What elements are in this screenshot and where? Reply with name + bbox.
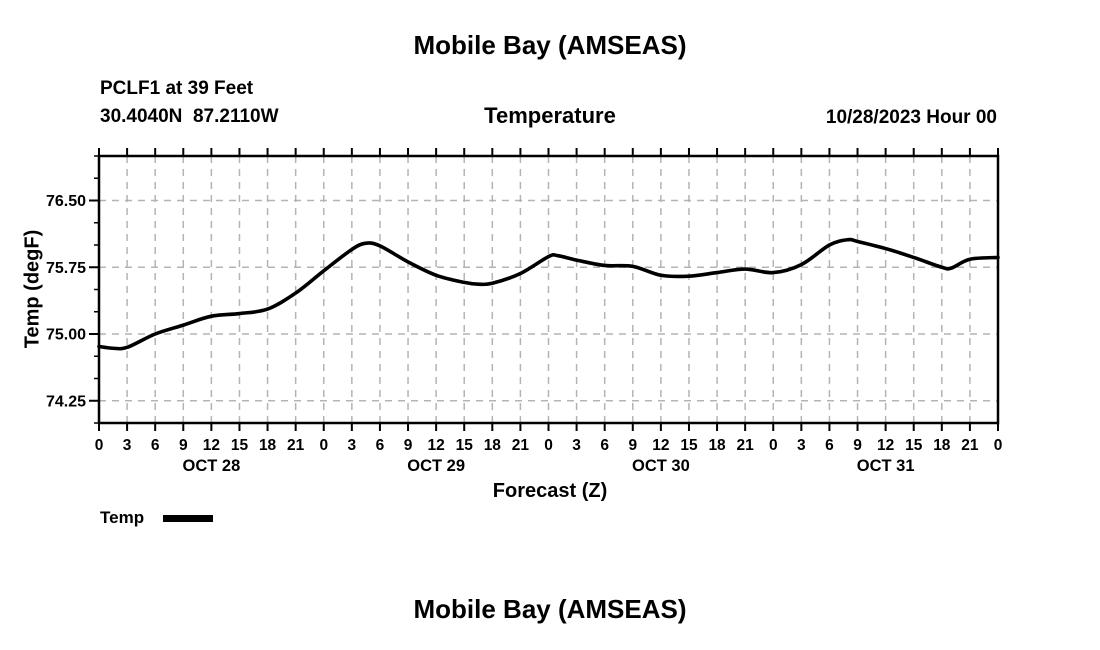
x-tick-label: 12	[652, 437, 670, 454]
legend-swatch	[163, 515, 213, 522]
day-label: OCT 28	[182, 457, 241, 475]
y-tick-label: 76.50	[45, 193, 86, 210]
x-tick-label: 15	[680, 437, 698, 454]
x-tick-label: 12	[877, 437, 895, 454]
station-label: PCLF1 at 39 Feet	[100, 78, 254, 99]
x-tick-label: 18	[483, 437, 501, 454]
x-tick-label: 3	[572, 437, 581, 454]
station-coords: 30.4040N 87.2110W	[100, 106, 279, 127]
chart-subtitle: Temperature	[484, 103, 616, 128]
x-tick-label: 6	[150, 437, 160, 454]
x-tick-label: 21	[736, 437, 754, 454]
legend-label: Temp	[100, 508, 145, 527]
x-tick-label: 9	[853, 437, 862, 454]
x-axis-label: Forecast (Z)	[492, 480, 608, 502]
x-tick-label: 6	[600, 437, 609, 454]
x-tick-label: 0	[319, 437, 329, 454]
x-tick-label: 0	[94, 437, 104, 454]
x-tick-label: 0	[768, 437, 778, 454]
x-tick-label: 18	[258, 437, 277, 454]
run-datetime: 10/28/2023 Hour 00	[825, 107, 997, 128]
chart-title: Mobile Bay (AMSEAS)	[413, 30, 687, 60]
x-tick-label: 6	[825, 437, 834, 454]
x-tick-label: 21	[961, 437, 979, 454]
x-tick-label: 6	[375, 437, 385, 454]
x-tick-label: 21	[511, 437, 530, 454]
x-tick-label: 21	[287, 437, 305, 454]
x-tick-label: 9	[178, 437, 188, 454]
x-tick-label: 12	[427, 437, 445, 454]
day-label: OCT 29	[407, 457, 466, 475]
x-tick-label: 3	[347, 437, 357, 454]
x-tick-label: 0	[993, 437, 1003, 454]
x-tick-label: 9	[628, 437, 638, 454]
y-tick-label: 75.75	[45, 259, 86, 277]
x-tick-label: 9	[403, 437, 413, 454]
x-tick-label: 0	[544, 437, 553, 454]
x-tick-label: 12	[202, 437, 220, 454]
x-tick-label: 3	[797, 437, 806, 454]
y-tick-label: 75.00	[45, 326, 86, 344]
day-label: OCT 31	[856, 457, 915, 475]
x-tick-label: 18	[933, 437, 951, 454]
day-label: OCT 30	[631, 457, 690, 475]
x-tick-label: 3	[122, 437, 132, 454]
x-tick-label: 15	[905, 437, 923, 454]
next-chart-title: Mobile Bay (AMSEAS)	[413, 594, 687, 624]
x-tick-label: 15	[455, 437, 473, 454]
temp-series-line	[99, 239, 998, 348]
y-tick-label: 74.25	[45, 393, 86, 411]
x-tick-label: 15	[230, 437, 249, 454]
x-tick-label: 18	[708, 437, 726, 454]
y-axis-label: Temp (degF)	[21, 229, 44, 349]
